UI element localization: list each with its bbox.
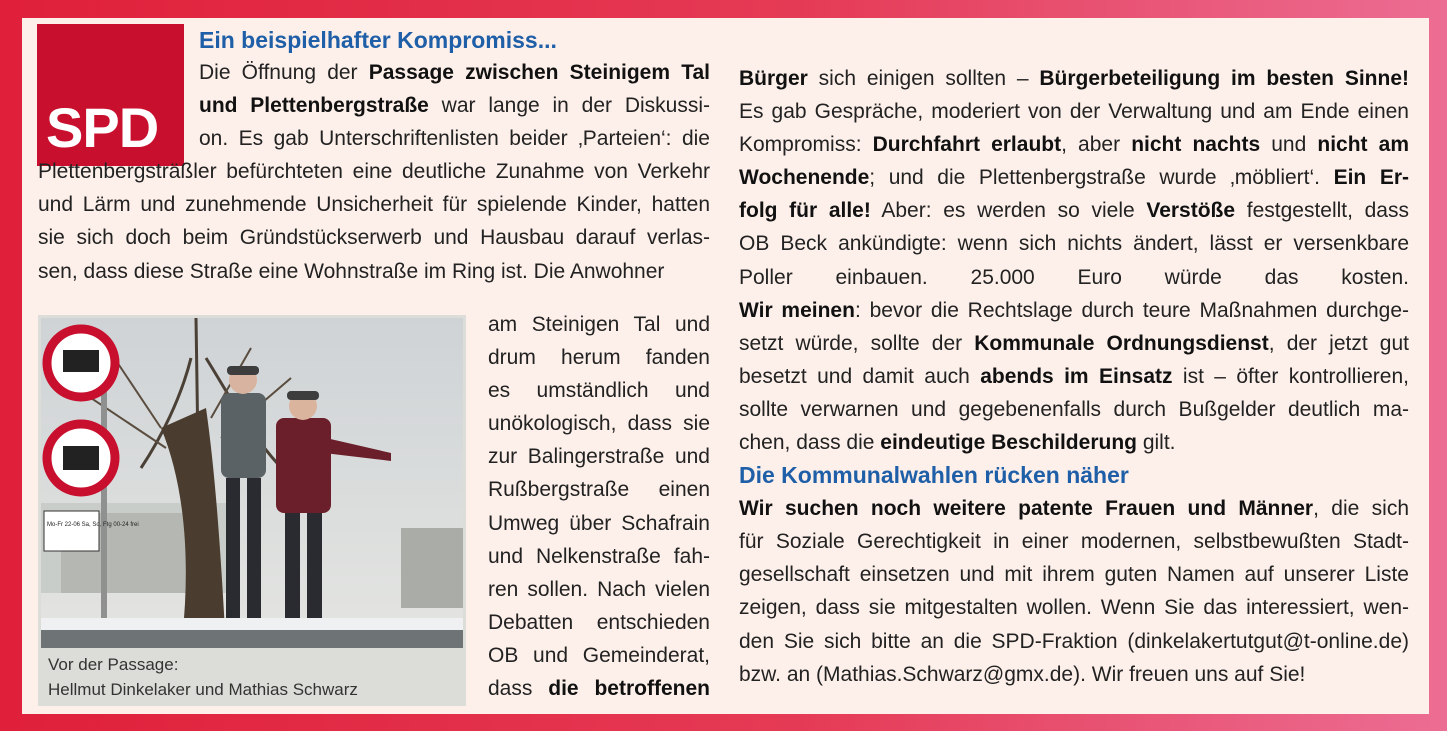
text-line [488, 540, 710, 573]
section-title-kommunalwahlen: Die Kommunalwahlen rücken näher [739, 462, 1129, 489]
bold-text: eindeutige Beschilderung [880, 431, 1137, 455]
bold-text: abends im Einsatz [980, 364, 1173, 388]
text-span: zeigen, dass sie mitgestalten wollen. Wenn Sie das interessiert, wen- [739, 596, 1409, 620]
text-span: sie sich doch beim Gründstückserwerb und Hausbau darauf verlas- [38, 226, 710, 250]
text-span: zur Balingerstraße und [488, 445, 710, 469]
bold-text: nicht am [1317, 133, 1410, 157]
caption-line-1: Vor der Passage: [48, 655, 179, 674]
text-span: am Steinigen Tal und [488, 313, 710, 336]
text-span: gesellschaft einsetzen und mit ihrem guten Namen auf unserer Liste [739, 563, 1409, 587]
article-text-right [739, 62, 1409, 459]
bold-text: Durchfahrt erlaubt [872, 133, 1062, 157]
text-line [739, 658, 1409, 691]
bold-text: Wir meinen [739, 298, 855, 322]
bold-text: Bürgerbeteiligung im besten Sinne! [1039, 67, 1409, 90]
bold-text: Wochenende [739, 166, 870, 190]
bold-text: Wir suchen noch weitere patente Frauen und Männer [739, 497, 1314, 521]
text-span: Die Öffnung der [199, 61, 369, 84]
column-left-narrow [488, 308, 710, 705]
bold-text: Passage zwischen Steinigem Tal [368, 61, 710, 84]
text-line [488, 440, 710, 473]
text-line [739, 161, 1409, 194]
text-span: war lange in der Diskussi- [428, 94, 710, 118]
text-line [488, 374, 710, 407]
spd-logo-text: SPD [46, 96, 159, 159]
bold-text: und Plettenbergstraße [199, 94, 429, 118]
article-text-beside-photo [488, 308, 710, 705]
text-line [38, 188, 710, 221]
text-line [488, 407, 710, 440]
text-span: festgestellt, dass [1235, 199, 1409, 223]
bold-text: die betroffenen [548, 677, 710, 701]
text-line [739, 327, 1409, 360]
text-span: dass [488, 677, 549, 701]
text-span: sich einigen sollten – [807, 67, 1040, 90]
text-line [38, 155, 710, 188]
text-span: on. Es gab Unterschriftenlisten beider ‚Parteien‘: die [199, 127, 710, 151]
text-span: OB und Gemeinderat, [488, 643, 710, 667]
text-line [488, 573, 710, 606]
text-line [199, 89, 710, 122]
text-line [739, 393, 1409, 426]
text-span: und [1260, 133, 1318, 157]
text-span: ren sollen. Nach vielen [488, 577, 710, 601]
text-line [488, 672, 710, 705]
text-span: bzw. an (Mathias.Schwarz@gmx.de). Wir freuen uns auf Sie! [739, 662, 1306, 686]
text-span: ; und die Plettenbergstraße wurde ‚möbliert‘. [869, 166, 1334, 190]
text-span: und Lärm und zunehmende Unsicherheit für spielende Kinder, hatten [38, 193, 710, 217]
caption-line-2: Hellmut Dinkelaker und Mathias Schwarz [48, 680, 358, 699]
bold-text: folg für alle! [739, 199, 871, 223]
text-span: OB Beck ankündigte: wenn sich nichts ändert, lässt er versenkbare [739, 232, 1409, 256]
text-span: ist – öfter kontrollieren, [1172, 364, 1409, 388]
text-span: Debatten entschieden [488, 610, 710, 634]
text-span: besetzt und damit auch [739, 364, 981, 388]
text-line [739, 194, 1409, 227]
text-line [739, 62, 1409, 95]
text-line [739, 558, 1409, 591]
text-span: gilt. [1136, 431, 1176, 455]
text-line [739, 227, 1409, 260]
text-span: unökologisch, dass sie [488, 412, 710, 436]
article-text-left [38, 56, 710, 288]
text-line [488, 473, 710, 506]
text-line [739, 95, 1409, 128]
article-text-kommunalwahlen [739, 492, 1409, 691]
bold-text: Kommunale Ordnungsdienst [974, 331, 1269, 355]
text-line [488, 341, 710, 374]
text-line [739, 261, 1409, 294]
text-line [739, 525, 1409, 558]
text-span: Kompromiss: [739, 133, 873, 157]
column-left [38, 24, 710, 288]
bold-text: nicht nachts [1131, 133, 1261, 157]
bold-text: Bürger [739, 67, 808, 90]
text-span: für Soziale Gerechtigkeit in einer modernen, selbstbewußten Stadt- [739, 530, 1409, 554]
text-line [739, 294, 1409, 327]
text-line [739, 426, 1409, 459]
text-span: , die sich [1313, 497, 1409, 521]
text-line [199, 122, 710, 155]
text-line [38, 255, 710, 288]
text-span: es umständlich und [488, 379, 710, 403]
text-span: chen, dass die [739, 431, 881, 455]
text-span: Rußbergstraße einen [488, 478, 710, 502]
text-line [488, 507, 710, 540]
text-span: , der jetzt gut [1268, 331, 1409, 355]
text-line [488, 639, 710, 672]
text-line [739, 591, 1409, 624]
photo-passage [41, 318, 463, 648]
text-span: : bevor die Rechtslage durch teure Maßnahmen durchge- [854, 298, 1410, 322]
text-span: sen, dass diese Straße eine Wohnstraße im Ring ist. Die Anwohner [38, 259, 665, 283]
text-span: sollte verwarnen und gegebenenfalls durch Bußgelder deutlich ma- [739, 397, 1409, 421]
text-line [739, 492, 1409, 525]
text-line [739, 625, 1409, 658]
text-line [38, 221, 710, 254]
text-span: setzt würde, sollte der [739, 331, 975, 355]
text-span: drum herum fanden [488, 346, 710, 370]
article-panel [22, 18, 1429, 714]
text-span: Umweg über Schafrain [488, 511, 710, 535]
text-span: Poller einbauen. 25.000 Euro würde das kosten. [739, 265, 1409, 289]
column-right [739, 62, 1409, 691]
text-span: und Nelkenstraße fah- [488, 544, 710, 568]
bold-text: Ein Er- [1333, 166, 1409, 190]
photo-caption [48, 652, 358, 702]
text-line [488, 308, 710, 341]
text-span: Aber: es werden so viele [870, 199, 1147, 223]
bold-text: Verstöße [1146, 199, 1236, 223]
text-line [488, 606, 710, 639]
text-line [199, 56, 710, 89]
text-span: Plettenbergsträßler befürchteten eine deutliche Zunahme von Verkehr [38, 160, 710, 184]
section-title-kompromiss: Ein beispielhafter Kompromiss... [199, 27, 557, 53]
text-line [739, 128, 1409, 161]
text-span: , aber [1061, 133, 1132, 157]
text-line [739, 360, 1409, 393]
photo-box [38, 315, 466, 706]
sign-text: Mo-Fr 22-06 Sa, So, Ftg 00-24 frei [47, 522, 139, 528]
text-span: Es gab Gespräche, moderiert von der Verwaltung und am Ende einen [739, 100, 1409, 124]
text-span: den Sie sich bitte an die SPD-Fraktion (dinkelakertutgut@t-online.de) [739, 629, 1409, 653]
